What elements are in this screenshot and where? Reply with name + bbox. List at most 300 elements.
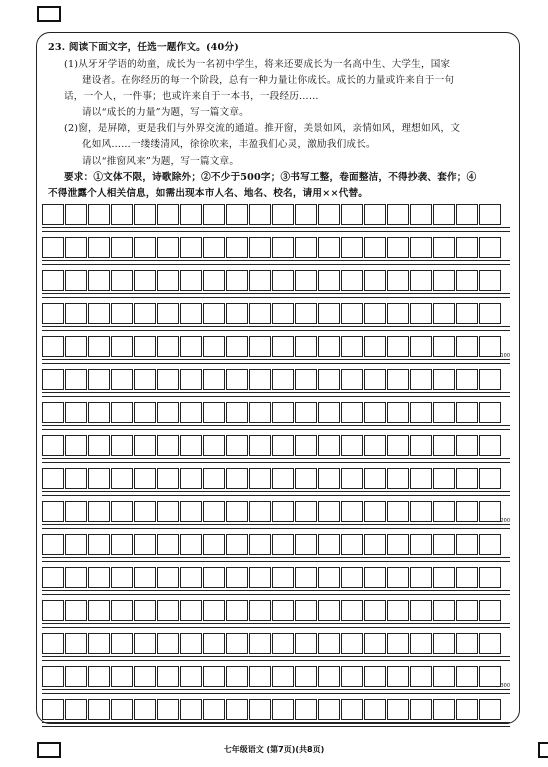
grid-cell[interactable] <box>456 534 478 555</box>
grid-cell[interactable] <box>157 468 179 489</box>
grid-cell[interactable] <box>180 402 202 423</box>
grid-cell[interactable] <box>341 534 363 555</box>
grid-cell[interactable] <box>387 303 409 324</box>
grid-cell[interactable] <box>456 303 478 324</box>
grid-cell[interactable] <box>65 336 87 357</box>
grid-cell[interactable] <box>364 633 386 654</box>
grid-cell[interactable] <box>387 633 409 654</box>
grid-cell[interactable] <box>341 666 363 687</box>
grid-cell[interactable] <box>203 600 225 621</box>
grid-cell[interactable] <box>88 270 110 291</box>
grid-cell[interactable] <box>479 402 501 423</box>
grid-cell[interactable] <box>318 204 340 225</box>
grid-cell[interactable] <box>456 435 478 456</box>
grid-cell[interactable] <box>157 699 179 720</box>
grid-cell[interactable] <box>318 600 340 621</box>
grid-cell[interactable] <box>111 402 133 423</box>
grid-cell[interactable] <box>479 666 501 687</box>
grid-cell[interactable] <box>249 600 271 621</box>
grid-cell[interactable] <box>410 468 432 489</box>
grid-cell[interactable] <box>203 204 225 225</box>
grid-cell[interactable] <box>272 303 294 324</box>
grid-cell[interactable] <box>42 237 64 258</box>
grid-cell[interactable] <box>203 369 225 390</box>
grid-cell[interactable] <box>249 369 271 390</box>
grid-cell[interactable] <box>65 369 87 390</box>
grid-cell[interactable] <box>272 600 294 621</box>
grid-cell[interactable] <box>479 501 501 522</box>
grid-cell[interactable] <box>341 633 363 654</box>
grid-cell[interactable] <box>180 468 202 489</box>
grid-cell[interactable] <box>226 237 248 258</box>
grid-cell[interactable] <box>134 699 156 720</box>
grid-cell[interactable] <box>226 666 248 687</box>
grid-cell[interactable] <box>456 501 478 522</box>
grid-cell[interactable] <box>249 699 271 720</box>
grid-cell[interactable] <box>249 402 271 423</box>
grid-cell[interactable] <box>157 270 179 291</box>
grid-cell[interactable] <box>387 336 409 357</box>
grid-cell[interactable] <box>295 699 317 720</box>
grid-cell[interactable] <box>295 204 317 225</box>
grid-cell[interactable] <box>433 534 455 555</box>
grid-cell[interactable] <box>410 369 432 390</box>
grid-cell[interactable] <box>364 699 386 720</box>
grid-cell[interactable] <box>65 534 87 555</box>
grid-cell[interactable] <box>341 237 363 258</box>
grid-cell[interactable] <box>42 600 64 621</box>
grid-cell[interactable] <box>318 468 340 489</box>
grid-cell[interactable] <box>134 369 156 390</box>
grid-cell[interactable] <box>364 666 386 687</box>
grid-cell[interactable] <box>88 633 110 654</box>
grid-cell[interactable] <box>387 567 409 588</box>
grid-cell[interactable] <box>456 600 478 621</box>
grid-cell[interactable] <box>65 270 87 291</box>
grid-cell[interactable] <box>295 435 317 456</box>
grid-cell[interactable] <box>226 600 248 621</box>
grid-cell[interactable] <box>341 501 363 522</box>
grid-cell[interactable] <box>364 369 386 390</box>
grid-cell[interactable] <box>295 534 317 555</box>
grid-cell[interactable] <box>456 402 478 423</box>
grid-cell[interactable] <box>42 534 64 555</box>
grid-cell[interactable] <box>341 369 363 390</box>
grid-cell[interactable] <box>433 270 455 291</box>
grid-cell[interactable] <box>341 336 363 357</box>
grid-cell[interactable] <box>318 402 340 423</box>
grid-cell[interactable] <box>88 237 110 258</box>
grid-cell[interactable] <box>42 468 64 489</box>
grid-cell[interactable] <box>226 303 248 324</box>
grid-cell[interactable] <box>157 633 179 654</box>
grid-cell[interactable] <box>180 270 202 291</box>
grid-cell[interactable] <box>341 303 363 324</box>
grid-cell[interactable] <box>203 336 225 357</box>
grid-cell[interactable] <box>88 369 110 390</box>
grid-cell[interactable] <box>387 501 409 522</box>
grid-cell[interactable] <box>180 666 202 687</box>
grid-cell[interactable] <box>479 699 501 720</box>
grid-cell[interactable] <box>134 600 156 621</box>
grid-cell[interactable] <box>364 237 386 258</box>
grid-cell[interactable] <box>65 468 87 489</box>
grid-cell[interactable] <box>65 435 87 456</box>
grid-cell[interactable] <box>410 237 432 258</box>
grid-cell[interactable] <box>364 468 386 489</box>
grid-cell[interactable] <box>456 468 478 489</box>
grid-cell[interactable] <box>456 336 478 357</box>
grid-cell[interactable] <box>157 237 179 258</box>
grid-cell[interactable] <box>65 699 87 720</box>
grid-cell[interactable] <box>180 501 202 522</box>
grid-cell[interactable] <box>272 402 294 423</box>
grid-cell[interactable] <box>134 633 156 654</box>
grid-cell[interactable] <box>249 204 271 225</box>
grid-cell[interactable] <box>387 402 409 423</box>
grid-cell[interactable] <box>226 402 248 423</box>
grid-cell[interactable] <box>272 468 294 489</box>
grid-cell[interactable] <box>111 534 133 555</box>
grid-cell[interactable] <box>295 237 317 258</box>
grid-cell[interactable] <box>272 699 294 720</box>
grid-cell[interactable] <box>157 567 179 588</box>
grid-cell[interactable] <box>387 666 409 687</box>
grid-cell[interactable] <box>341 600 363 621</box>
grid-cell[interactable] <box>410 666 432 687</box>
grid-cell[interactable] <box>111 435 133 456</box>
grid-cell[interactable] <box>111 501 133 522</box>
grid-cell[interactable] <box>387 270 409 291</box>
grid-cell[interactable] <box>249 270 271 291</box>
grid-cell[interactable] <box>341 468 363 489</box>
grid-cell[interactable] <box>387 435 409 456</box>
grid-cell[interactable] <box>203 666 225 687</box>
grid-cell[interactable] <box>226 369 248 390</box>
grid-cell[interactable] <box>111 369 133 390</box>
grid-cell[interactable] <box>433 666 455 687</box>
grid-cell[interactable] <box>341 402 363 423</box>
grid-cell[interactable] <box>272 666 294 687</box>
grid-cell[interactable] <box>111 336 133 357</box>
grid-cell[interactable] <box>42 567 64 588</box>
grid-cell[interactable] <box>249 336 271 357</box>
grid-cell[interactable] <box>88 501 110 522</box>
grid-cell[interactable] <box>180 435 202 456</box>
grid-cell[interactable] <box>272 369 294 390</box>
grid-cell[interactable] <box>65 600 87 621</box>
grid-cell[interactable] <box>111 468 133 489</box>
grid-cell[interactable] <box>65 633 87 654</box>
grid-cell[interactable] <box>249 534 271 555</box>
grid-cell[interactable] <box>341 567 363 588</box>
grid-cell[interactable] <box>272 237 294 258</box>
grid-cell[interactable] <box>88 336 110 357</box>
grid-cell[interactable] <box>318 501 340 522</box>
grid-cell[interactable] <box>249 501 271 522</box>
grid-cell[interactable] <box>226 633 248 654</box>
grid-cell[interactable] <box>180 303 202 324</box>
grid-cell[interactable] <box>249 633 271 654</box>
grid-cell[interactable] <box>157 303 179 324</box>
grid-cell[interactable] <box>134 534 156 555</box>
grid-cell[interactable] <box>433 369 455 390</box>
grid-cell[interactable] <box>226 336 248 357</box>
grid-cell[interactable] <box>157 534 179 555</box>
grid-cell[interactable] <box>479 600 501 621</box>
grid-cell[interactable] <box>272 501 294 522</box>
grid-cell[interactable] <box>65 237 87 258</box>
grid-cell[interactable] <box>410 501 432 522</box>
grid-cell[interactable] <box>479 270 501 291</box>
grid-cell[interactable] <box>65 501 87 522</box>
grid-cell[interactable] <box>226 501 248 522</box>
grid-cell[interactable] <box>157 600 179 621</box>
grid-cell[interactable] <box>272 633 294 654</box>
grid-cell[interactable] <box>203 270 225 291</box>
grid-cell[interactable] <box>88 435 110 456</box>
grid-cell[interactable] <box>226 204 248 225</box>
grid-cell[interactable] <box>180 237 202 258</box>
grid-cell[interactable] <box>88 600 110 621</box>
grid-cell[interactable] <box>479 534 501 555</box>
grid-cell[interactable] <box>203 501 225 522</box>
grid-cell[interactable] <box>111 699 133 720</box>
grid-cell[interactable] <box>111 666 133 687</box>
grid-cell[interactable] <box>479 336 501 357</box>
grid-cell[interactable] <box>479 468 501 489</box>
grid-cell[interactable] <box>180 567 202 588</box>
grid-cell[interactable] <box>364 270 386 291</box>
grid-cell[interactable] <box>341 270 363 291</box>
grid-cell[interactable] <box>65 303 87 324</box>
grid-cell[interactable] <box>249 468 271 489</box>
grid-cell[interactable] <box>272 435 294 456</box>
grid-cell[interactable] <box>42 303 64 324</box>
grid-cell[interactable] <box>111 204 133 225</box>
grid-cell[interactable] <box>249 435 271 456</box>
grid-cell[interactable] <box>157 369 179 390</box>
grid-cell[interactable] <box>479 237 501 258</box>
grid-cell[interactable] <box>295 501 317 522</box>
grid-cell[interactable] <box>226 435 248 456</box>
grid-cell[interactable] <box>134 468 156 489</box>
grid-cell[interactable] <box>42 699 64 720</box>
grid-cell[interactable] <box>433 204 455 225</box>
grid-cell[interactable] <box>180 633 202 654</box>
grid-cell[interactable] <box>456 666 478 687</box>
grid-cell[interactable] <box>433 402 455 423</box>
grid-cell[interactable] <box>42 435 64 456</box>
grid-cell[interactable] <box>479 369 501 390</box>
grid-cell[interactable] <box>134 303 156 324</box>
grid-cell[interactable] <box>203 534 225 555</box>
grid-cell[interactable] <box>157 435 179 456</box>
grid-cell[interactable] <box>295 402 317 423</box>
grid-cell[interactable] <box>42 633 64 654</box>
grid-cell[interactable] <box>433 633 455 654</box>
grid-cell[interactable] <box>410 270 432 291</box>
grid-cell[interactable] <box>203 468 225 489</box>
grid-cell[interactable] <box>203 303 225 324</box>
grid-cell[interactable] <box>88 303 110 324</box>
grid-cell[interactable] <box>226 567 248 588</box>
grid-cell[interactable] <box>88 402 110 423</box>
grid-cell[interactable] <box>318 666 340 687</box>
grid-cell[interactable] <box>456 567 478 588</box>
grid-cell[interactable] <box>42 204 64 225</box>
grid-cell[interactable] <box>180 534 202 555</box>
grid-cell[interactable] <box>65 402 87 423</box>
grid-cell[interactable] <box>42 402 64 423</box>
grid-cell[interactable] <box>318 237 340 258</box>
grid-cell[interactable] <box>42 270 64 291</box>
grid-cell[interactable] <box>42 666 64 687</box>
grid-cell[interactable] <box>387 468 409 489</box>
grid-cell[interactable] <box>134 270 156 291</box>
grid-cell[interactable] <box>203 237 225 258</box>
grid-cell[interactable] <box>295 270 317 291</box>
grid-cell[interactable] <box>364 567 386 588</box>
grid-cell[interactable] <box>272 204 294 225</box>
grid-cell[interactable] <box>157 204 179 225</box>
grid-cell[interactable] <box>180 699 202 720</box>
grid-cell[interactable] <box>410 600 432 621</box>
grid-cell[interactable] <box>387 699 409 720</box>
grid-cell[interactable] <box>318 336 340 357</box>
grid-cell[interactable] <box>111 600 133 621</box>
grid-cell[interactable] <box>249 303 271 324</box>
grid-cell[interactable] <box>226 699 248 720</box>
grid-cell[interactable] <box>318 567 340 588</box>
grid-cell[interactable] <box>433 468 455 489</box>
grid-cell[interactable] <box>203 633 225 654</box>
grid-cell[interactable] <box>111 567 133 588</box>
grid-cell[interactable] <box>410 204 432 225</box>
grid-cell[interactable] <box>433 303 455 324</box>
grid-cell[interactable] <box>88 534 110 555</box>
grid-cell[interactable] <box>88 699 110 720</box>
grid-cell[interactable] <box>42 501 64 522</box>
grid-cell[interactable] <box>318 270 340 291</box>
grid-cell[interactable] <box>387 237 409 258</box>
grid-cell[interactable] <box>65 666 87 687</box>
grid-cell[interactable] <box>387 534 409 555</box>
grid-cell[interactable] <box>433 501 455 522</box>
grid-cell[interactable] <box>295 666 317 687</box>
grid-cell[interactable] <box>42 369 64 390</box>
grid-cell[interactable] <box>318 303 340 324</box>
grid-cell[interactable] <box>433 600 455 621</box>
grid-cell[interactable] <box>387 369 409 390</box>
grid-cell[interactable] <box>456 633 478 654</box>
grid-cell[interactable] <box>180 600 202 621</box>
grid-cell[interactable] <box>456 369 478 390</box>
grid-cell[interactable] <box>88 567 110 588</box>
grid-cell[interactable] <box>433 435 455 456</box>
grid-cell[interactable] <box>65 204 87 225</box>
grid-cell[interactable] <box>433 567 455 588</box>
grid-cell[interactable] <box>410 303 432 324</box>
grid-cell[interactable] <box>318 699 340 720</box>
grid-cell[interactable] <box>410 336 432 357</box>
grid-cell[interactable] <box>157 336 179 357</box>
grid-cell[interactable] <box>410 633 432 654</box>
grid-cell[interactable] <box>364 534 386 555</box>
grid-cell[interactable] <box>203 699 225 720</box>
grid-cell[interactable] <box>364 600 386 621</box>
grid-cell[interactable] <box>364 501 386 522</box>
grid-cell[interactable] <box>272 534 294 555</box>
grid-cell[interactable] <box>295 369 317 390</box>
grid-cell[interactable] <box>203 435 225 456</box>
grid-cell[interactable] <box>134 336 156 357</box>
grid-cell[interactable] <box>295 600 317 621</box>
grid-cell[interactable] <box>295 567 317 588</box>
grid-cell[interactable] <box>479 204 501 225</box>
grid-cell[interactable] <box>341 435 363 456</box>
grid-cell[interactable] <box>364 336 386 357</box>
grid-cell[interactable] <box>180 204 202 225</box>
grid-cell[interactable] <box>318 633 340 654</box>
grid-cell[interactable] <box>134 204 156 225</box>
grid-cell[interactable] <box>456 270 478 291</box>
grid-cell[interactable] <box>226 534 248 555</box>
grid-cell[interactable] <box>272 567 294 588</box>
grid-cell[interactable] <box>364 402 386 423</box>
grid-cell[interactable] <box>111 633 133 654</box>
grid-cell[interactable] <box>272 270 294 291</box>
grid-cell[interactable] <box>134 237 156 258</box>
grid-cell[interactable] <box>111 303 133 324</box>
grid-cell[interactable] <box>249 237 271 258</box>
grid-cell[interactable] <box>226 468 248 489</box>
grid-cell[interactable] <box>134 666 156 687</box>
grid-cell[interactable] <box>318 435 340 456</box>
grid-cell[interactable] <box>387 204 409 225</box>
grid-cell[interactable] <box>433 336 455 357</box>
grid-cell[interactable] <box>479 567 501 588</box>
grid-cell[interactable] <box>180 336 202 357</box>
grid-cell[interactable] <box>410 435 432 456</box>
grid-cell[interactable] <box>479 435 501 456</box>
grid-cell[interactable] <box>410 567 432 588</box>
grid-cell[interactable] <box>456 204 478 225</box>
grid-cell[interactable] <box>249 666 271 687</box>
grid-cell[interactable] <box>479 633 501 654</box>
grid-cell[interactable] <box>479 303 501 324</box>
grid-cell[interactable] <box>295 336 317 357</box>
grid-cell[interactable] <box>410 699 432 720</box>
grid-cell[interactable] <box>88 204 110 225</box>
grid-cell[interactable] <box>295 468 317 489</box>
grid-cell[interactable] <box>134 402 156 423</box>
grid-cell[interactable] <box>410 534 432 555</box>
grid-cell[interactable] <box>295 303 317 324</box>
grid-cell[interactable] <box>410 402 432 423</box>
grid-cell[interactable] <box>249 567 271 588</box>
grid-cell[interactable] <box>272 336 294 357</box>
grid-cell[interactable] <box>180 369 202 390</box>
grid-cell[interactable] <box>364 204 386 225</box>
grid-cell[interactable] <box>318 369 340 390</box>
grid-cell[interactable] <box>341 204 363 225</box>
grid-cell[interactable] <box>433 237 455 258</box>
grid-cell[interactable] <box>203 402 225 423</box>
grid-cell[interactable] <box>111 237 133 258</box>
grid-cell[interactable] <box>295 633 317 654</box>
grid-cell[interactable] <box>88 666 110 687</box>
